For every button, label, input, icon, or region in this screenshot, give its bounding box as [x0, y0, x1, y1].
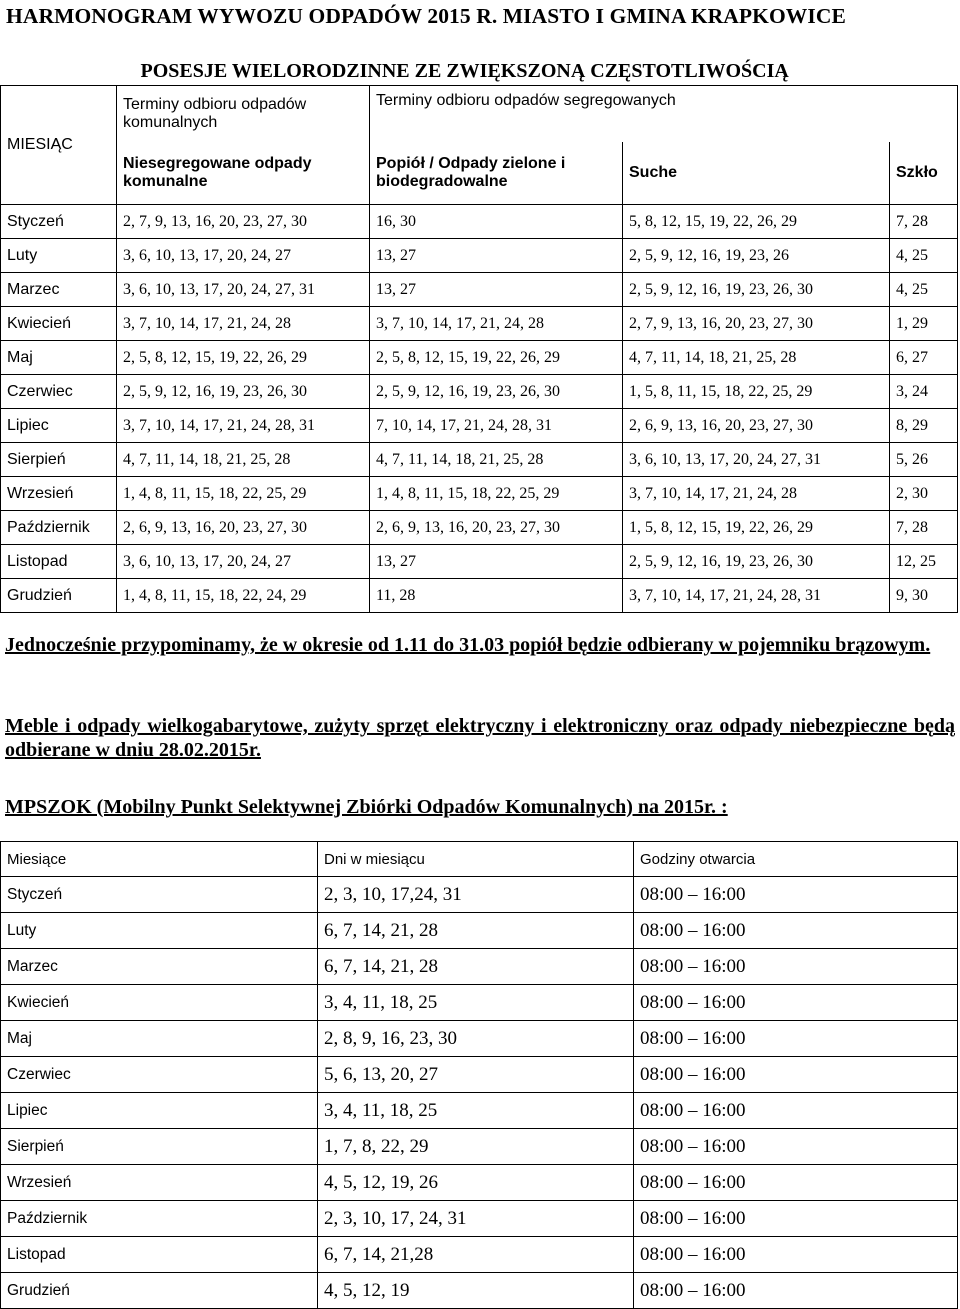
mpszok-days: 5, 6, 13, 20, 27 [318, 1057, 634, 1093]
mpszok-header-month: Miesiące [1, 842, 318, 877]
mpszok-row [1, 877, 958, 913]
mpszok-hours: 08:00 – 16:00 [634, 1165, 958, 1201]
schedule-row [1, 409, 958, 443]
schedule-ash: 11, 28 [370, 579, 623, 613]
schedule-month: Sierpień [1, 443, 117, 477]
schedule-mixed: 3, 7, 10, 14, 17, 21, 24, 28 [117, 307, 370, 341]
schedule-month: Grudzień [1, 579, 117, 613]
mpszok-title: MPSZOK (Mobilny Punkt Selektywnej Zbiórki Odpadów Komunalnych) na 2015r. : [5, 796, 728, 818]
mpszok-days: 6, 7, 14, 21, 28 [318, 913, 634, 949]
schedule-dry: 1, 5, 8, 12, 15, 19, 22, 26, 29 [623, 511, 890, 545]
schedule-row [1, 205, 958, 239]
schedule-row [1, 477, 958, 511]
mpszok-month: Październik [1, 1201, 318, 1237]
schedule-row [1, 273, 958, 307]
schedule-mixed: 2, 7, 9, 13, 16, 20, 23, 27, 30 [117, 205, 370, 239]
mpszok-days: 1, 7, 8, 22, 29 [318, 1129, 634, 1165]
header-dry: Suche [623, 142, 890, 205]
schedule-glass: 6, 27 [890, 341, 958, 375]
schedule-ash: 16, 30 [370, 205, 623, 239]
schedule-ash: 3, 7, 10, 14, 17, 21, 24, 28 [370, 307, 623, 341]
mpszok-row [1, 985, 958, 1021]
schedule-month: Luty [1, 239, 117, 273]
schedule-ash: 13, 27 [370, 545, 623, 579]
schedule-dry: 2, 5, 9, 12, 16, 19, 23, 26, 30 [623, 273, 890, 307]
mpszok-month: Grudzień [1, 1273, 318, 1309]
schedule-row [1, 375, 958, 409]
schedule-glass: 7, 28 [890, 205, 958, 239]
header-communal: Terminy odbioru odpadów komunalnych [117, 86, 370, 142]
mpszok-month: Wrzesień [1, 1165, 318, 1201]
mpszok-month: Luty [1, 913, 318, 949]
mpszok-row [1, 1165, 958, 1201]
header-glass: Szkło [890, 142, 958, 205]
schedule-ash: 13, 27 [370, 239, 623, 273]
mpszok-hours: 08:00 – 16:00 [634, 1057, 958, 1093]
mpszok-hours: 08:00 – 16:00 [634, 985, 958, 1021]
mpszok-month: Sierpień [1, 1129, 318, 1165]
schedule-ash: 2, 6, 9, 13, 16, 20, 23, 27, 30 [370, 511, 623, 545]
schedule-glass: 7, 28 [890, 511, 958, 545]
mpszok-hours: 08:00 – 16:00 [634, 1021, 958, 1057]
bulky-waste-note: Meble i odpady wielkogabarytowe, zużyty sprzęt elektryczny i elektroniczny oraz odpady niebezpieczne będą odbierane w dniu 28.02.2015r. [5, 715, 955, 761]
schedule-mixed: 1, 4, 8, 11, 15, 18, 22, 25, 29 [117, 477, 370, 511]
schedule-month: Listopad [1, 545, 117, 579]
mpszok-hours: 08:00 – 16:00 [634, 913, 958, 949]
mpszok-header-days: Dni w miesiącu [318, 842, 634, 877]
header-segregated: Terminy odbioru odpadów segregowanych [370, 86, 958, 142]
schedule-dry: 2, 6, 9, 13, 16, 20, 23, 27, 30 [623, 409, 890, 443]
schedule-month: Maj [1, 341, 117, 375]
mpszok-table [0, 841, 958, 1309]
mpszok-days: 2, 3, 10, 17,24, 31 [318, 877, 634, 913]
schedule-ash: 2, 5, 8, 12, 15, 19, 22, 26, 29 [370, 341, 623, 375]
schedule-mixed: 1, 4, 8, 11, 15, 18, 22, 24, 29 [117, 579, 370, 613]
mpszok-days: 2, 3, 10, 17, 24, 31 [318, 1201, 634, 1237]
mpszok-days: 4, 5, 12, 19, 26 [318, 1165, 634, 1201]
schedule-rows [1, 205, 958, 613]
collection-schedule-table [0, 57, 958, 613]
schedule-month: Październik [1, 511, 117, 545]
schedule-dry: 3, 7, 10, 14, 17, 21, 24, 28 [623, 477, 890, 511]
mpszok-rows [1, 877, 958, 1309]
schedule-glass: 5, 26 [890, 443, 958, 477]
schedule-ash: 4, 7, 11, 14, 18, 21, 25, 28 [370, 443, 623, 477]
schedule-month: Marzec [1, 273, 117, 307]
schedule-glass: 9, 30 [890, 579, 958, 613]
mpszok-days: 3, 4, 11, 18, 25 [318, 985, 634, 1021]
mpszok-month: Kwiecień [1, 985, 318, 1021]
header-mixed-waste: Niesegregowane odpady komunalne [117, 142, 370, 205]
mpszok-header-hours: Godziny otwarcia [634, 842, 958, 877]
mpszok-hours: 08:00 – 16:00 [634, 877, 958, 913]
mpszok-row [1, 1021, 958, 1057]
schedule-row [1, 341, 958, 375]
schedule-ash: 2, 5, 9, 12, 16, 19, 23, 26, 30 [370, 375, 623, 409]
schedule-mixed: 2, 6, 9, 13, 16, 20, 23, 27, 30 [117, 511, 370, 545]
schedule-dry: 4, 7, 11, 14, 18, 21, 25, 28 [623, 341, 890, 375]
schedule-row [1, 579, 958, 613]
schedule-glass: 1, 29 [890, 307, 958, 341]
mpszok-days: 6, 7, 14, 21,28 [318, 1237, 634, 1273]
schedule-glass: 8, 29 [890, 409, 958, 443]
schedule-mixed: 3, 6, 10, 13, 17, 20, 24, 27 [117, 545, 370, 579]
mpszok-days: 2, 8, 9, 16, 23, 30 [318, 1021, 634, 1057]
schedule-dry: 2, 5, 9, 12, 16, 19, 23, 26 [623, 239, 890, 273]
schedule-mixed: 3, 7, 10, 14, 17, 21, 24, 28, 31 [117, 409, 370, 443]
page-title: HARMONOGRAM WYWOZU ODPADÓW 2015 R. MIASTO I GMINA KRAPKOWICE [6, 4, 846, 28]
schedule-row [1, 307, 958, 341]
schedule-glass: 4, 25 [890, 273, 958, 307]
schedule-month: Styczeń [1, 205, 117, 239]
section-title: POSESJE WIELORODZINNE ZE ZWIĘKSZONĄ CZĘSTOTLIWOŚCIĄ [140, 59, 789, 82]
mpszok-row [1, 1273, 958, 1309]
schedule-dry: 3, 7, 10, 14, 17, 21, 24, 28, 31 [623, 579, 890, 613]
mpszok-hours: 08:00 – 16:00 [634, 1237, 958, 1273]
schedule-row [1, 545, 958, 579]
schedule-ash: 7, 10, 14, 17, 21, 24, 28, 31 [370, 409, 623, 443]
mpszok-hours: 08:00 – 16:00 [634, 1273, 958, 1309]
mpszok-month: Listopad [1, 1237, 318, 1273]
mpszok-month: Marzec [1, 949, 318, 985]
mpszok-month: Maj [1, 1021, 318, 1057]
schedule-mixed: 2, 5, 8, 12, 15, 19, 22, 26, 29 [117, 341, 370, 375]
header-ash-green: Popiół / Odpady zielone i biodegradowalne [370, 142, 623, 205]
mpszok-days: 4, 5, 12, 19 [318, 1273, 634, 1309]
mpszok-month: Czerwiec [1, 1057, 318, 1093]
schedule-dry: 2, 5, 9, 12, 16, 19, 23, 26, 30 [623, 545, 890, 579]
schedule-dry: 1, 5, 8, 11, 15, 18, 22, 25, 29 [623, 375, 890, 409]
schedule-month: Czerwiec [1, 375, 117, 409]
schedule-month: Lipiec [1, 409, 117, 443]
schedule-dry: 3, 6, 10, 13, 17, 20, 24, 27, 31 [623, 443, 890, 477]
schedule-glass: 2, 30 [890, 477, 958, 511]
mpszok-row [1, 1201, 958, 1237]
mpszok-month: Styczeń [1, 877, 318, 913]
mpszok-hours: 08:00 – 16:00 [634, 1201, 958, 1237]
schedule-row [1, 239, 958, 273]
schedule-row [1, 443, 958, 477]
mpszok-row [1, 1129, 958, 1165]
mpszok-row [1, 1057, 958, 1093]
schedule-dry: 2, 7, 9, 13, 16, 20, 23, 27, 30 [623, 307, 890, 341]
schedule-mixed: 3, 6, 10, 13, 17, 20, 24, 27 [117, 239, 370, 273]
mpszok-days: 3, 4, 11, 18, 25 [318, 1093, 634, 1129]
ash-note: Jednocześnie przypominamy, że w okresie od 1.11 do 31.03 popiół będzie odbierany w pojemniku brązowym. [5, 634, 931, 656]
schedule-glass: 4, 25 [890, 239, 958, 273]
schedule-ash: 13, 27 [370, 273, 623, 307]
mpszok-hours: 08:00 – 16:00 [634, 1093, 958, 1129]
schedule-month: Kwiecień [1, 307, 117, 341]
schedule-mixed: 4, 7, 11, 14, 18, 21, 25, 28 [117, 443, 370, 477]
mpszok-row [1, 949, 958, 985]
mpszok-days: 6, 7, 14, 21, 28 [318, 949, 634, 985]
schedule-ash: 1, 4, 8, 11, 15, 18, 22, 25, 29 [370, 477, 623, 511]
schedule-mixed: 2, 5, 9, 12, 16, 19, 23, 26, 30 [117, 375, 370, 409]
schedule-row [1, 511, 958, 545]
header-month: MIESIĄC [1, 86, 117, 205]
mpszok-row [1, 913, 958, 949]
mpszok-hours: 08:00 – 16:00 [634, 949, 958, 985]
mpszok-month: Lipiec [1, 1093, 318, 1129]
schedule-mixed: 3, 6, 10, 13, 17, 20, 24, 27, 31 [117, 273, 370, 307]
schedule-glass: 12, 25 [890, 545, 958, 579]
schedule-month: Wrzesień [1, 477, 117, 511]
mpszok-hours: 08:00 – 16:00 [634, 1129, 958, 1165]
mpszok-row [1, 1237, 958, 1273]
schedule-glass: 3, 24 [890, 375, 958, 409]
mpszok-row [1, 1093, 958, 1129]
schedule-dry: 5, 8, 12, 15, 19, 22, 26, 29 [623, 205, 890, 239]
